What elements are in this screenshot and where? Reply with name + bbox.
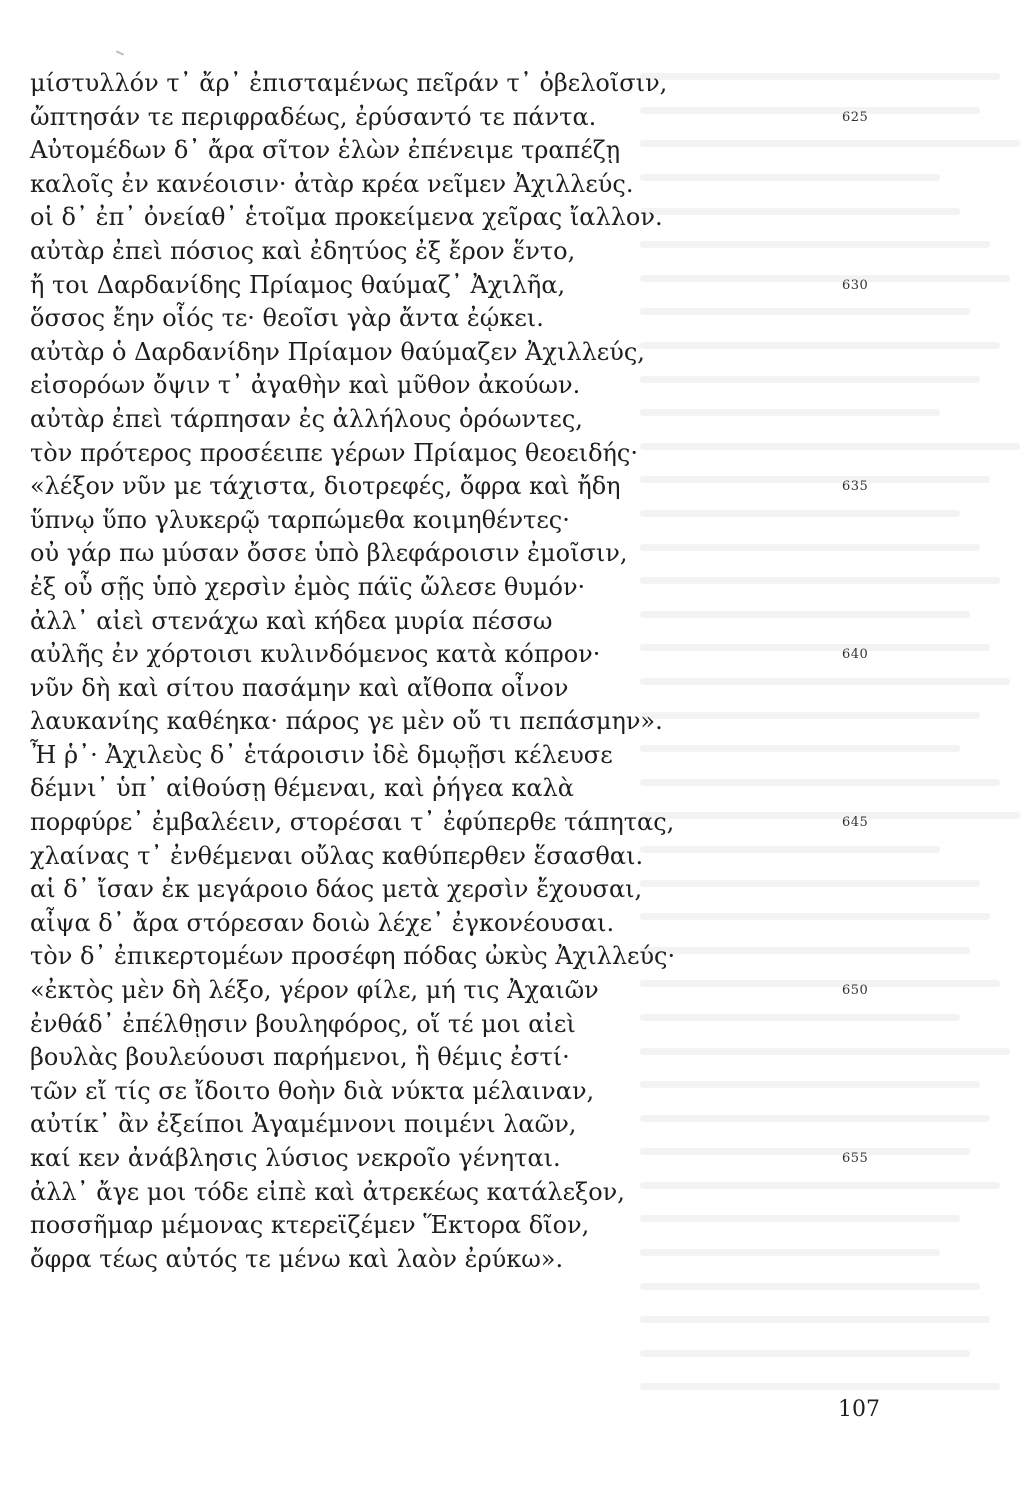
verse-line-text: αὐτὰρ ἐπεὶ πόσιος καὶ ἐδητύος ἐξ ἔρον ἕντο, xyxy=(30,236,576,265)
show-through-line xyxy=(640,1370,1028,1390)
verse-line-text: ἐνθάδ᾽ ἐπέλθῃσιν βουληφόρος, οἵ τέ μοι αἰεὶ xyxy=(30,1009,576,1038)
verse-line xyxy=(30,974,900,1008)
verse-line xyxy=(30,1008,900,1042)
ink-speck xyxy=(116,50,124,55)
show-through-line xyxy=(640,1337,1028,1371)
verse-line-text: δέμνι᾽ ὑπ᾽ αἰθούσῃ θέμεναι, καὶ ῥήγεα καλὰ xyxy=(30,774,574,803)
verse-line-text: ὕπνῳ ὕπο γλυκερῷ ταρπώμεθα κοιμηθέντες· xyxy=(30,505,570,534)
verse-line xyxy=(30,806,900,840)
line-number: 640 xyxy=(842,647,869,663)
verse-line xyxy=(30,302,900,336)
verse-line-text: βουλὰς βουλεύουσι παρήμενοι, ἣ θέμις ἐστί· xyxy=(30,1043,570,1072)
verse-line-text: πορφύρε᾽ ἐμβαλέειν, στορέσαι τ᾽ ἐφύπερθε τάπητας, xyxy=(30,808,675,837)
verse-line xyxy=(30,1142,900,1176)
verse-line xyxy=(30,739,900,773)
verse-line xyxy=(30,873,900,907)
line-number: 635 xyxy=(842,479,869,495)
page-number: 107 xyxy=(838,1397,880,1422)
verse-line-text: χλαίνας τ᾽ ἐνθέμεναι οὔλας καθύπερθεν ἕσασθαι. xyxy=(30,841,644,870)
verse-line xyxy=(30,772,900,806)
verse-line-text: οὐ γάρ πω μύσαν ὄσσε ὑπὸ βλεφάροισιν ἐμοῖσιν, xyxy=(30,539,628,568)
verse-line xyxy=(30,336,900,370)
verse-line xyxy=(30,705,900,739)
verse-line xyxy=(30,1176,900,1210)
verse-line-text: ὅσσος ἔην οἷός τε· θεοῖσι γὰρ ἄντα ἐῴκει. xyxy=(30,304,544,333)
verse-line-text: «λέξον νῦν με τάχιστα, διοτρεφές, ὄφρα καὶ ἤδη xyxy=(30,472,621,501)
line-number: 655 xyxy=(842,1151,869,1166)
line-number: 630 xyxy=(842,277,869,293)
verse-line xyxy=(30,605,900,639)
verse-line xyxy=(30,101,900,135)
verse-line xyxy=(30,470,900,504)
verse-line xyxy=(30,403,900,437)
verse-line-text: ἀλλ᾽ αἰεὶ στενάχω καὶ κήδεα μυρία πέσσω xyxy=(30,606,553,635)
verse-line xyxy=(30,1243,900,1277)
verse-line xyxy=(30,537,900,571)
verse-line-text: Ἦ ῥ᾽· Ἀχιλεὺς δ᾽ ἑτάροισιν ἰδὲ δμῳῇσι κέλευσε xyxy=(30,740,613,769)
verse-line xyxy=(30,638,900,672)
verse-line-text: λαυκανίης καθέηκα· πάρος γε μὲν οὔ τι πεπάσμην». xyxy=(30,707,663,736)
verse-line-text: μίστυλλόν τ᾽ ἄρ᾽ ἐπισταμένως πεῖράν τ᾽ ὀβελοῖσιν, xyxy=(30,69,668,97)
verse-line-text: τὸν πρότερος προσέειπε γέρων Πρίαμος θεοειδής· xyxy=(30,438,638,467)
line-number: 650 xyxy=(842,983,869,999)
verse-line xyxy=(30,437,900,471)
verse-line-text: καλοῖς ἐν κανέοισιν· ἀτὰρ κρέα νεῖμεν Ἀχιλλεύς. xyxy=(30,169,634,198)
verse-line xyxy=(30,168,900,202)
verse-line-text: ἤ τοι Δαρδανίδης Πρίαμος θαύμαζ᾽ Ἀχιλῆα, xyxy=(30,270,566,299)
verse-line-text: καί κεν ἀνάβλησις λύσιος νεκροῖο γένηται. xyxy=(30,1144,561,1172)
verse-line-text: ποσσῆμαρ μέμονας κτερεϊζέμεν Ἕκτορα δῖον, xyxy=(30,1211,590,1240)
verse-line xyxy=(30,571,900,605)
verse-line-text: αὐτὰρ ὁ Δαρδανίδην Πρίαμον θαύμαζεν Ἀχιλλεύς, xyxy=(30,337,645,366)
verse-line xyxy=(30,201,900,235)
verse-line xyxy=(30,940,900,974)
verse-line-text: ἀλλ᾽ ἄγε μοι τόδε εἰπὲ καὶ ἀτρεκέως κατάλεξον, xyxy=(30,1177,625,1206)
line-number: 625 xyxy=(842,109,869,125)
verse-line-text: τὸν δ᾽ ἐπικερτομέων προσέφη πόδας ὠκὺς Ἀχιλλεύς· xyxy=(30,942,676,971)
show-through-line xyxy=(640,1303,1028,1337)
verse-line-text: αὐτίκ᾽ ἂν ἐξείποι Ἀγαμέμνονι ποιμένι λαῶν, xyxy=(30,1110,577,1139)
verse-line xyxy=(30,134,900,168)
verse-line xyxy=(30,1041,900,1075)
line-number: 645 xyxy=(842,815,869,831)
verse-line xyxy=(30,1075,900,1109)
verse-line xyxy=(30,504,900,538)
verse-line-text: αὐλῆς ἐν χόρτοισι κυλινδόμενος κατὰ κόπρον· xyxy=(30,640,601,669)
verse-line xyxy=(30,67,900,101)
verse-line xyxy=(30,1108,900,1142)
verse-line xyxy=(30,672,900,706)
verse-line-text: ἐξ οὗ σῇς ὑπὸ χερσὶν ἐμὸς πάϊς ὤλεσε θυμόν· xyxy=(30,572,586,601)
verse-line xyxy=(30,369,900,403)
verse-block xyxy=(30,67,900,1276)
verse-line-text: νῦν δὴ καὶ σίτου πασάμην καὶ αἴθοπα οἶνον xyxy=(30,673,569,702)
verse-line-text: οἱ δ᾽ ἐπ᾽ ὀνείαθ᾽ ἑτοῖμα προκείμενα χεῖρας ἴαλλον. xyxy=(30,203,663,232)
verse-line-text: τῶν εἴ τίς σε ἴδοιτο θοὴν διὰ νύκτα μέλαιναν, xyxy=(30,1076,595,1105)
verse-line-text: «ἐκτὸς μὲν δὴ λέξο, γέρον φίλε, μή τις Ἀχαιῶν xyxy=(30,976,599,1005)
verse-line xyxy=(30,235,900,269)
verse-line-text: αὐτὰρ ἐπεὶ τάρπησαν ἐς ἀλλήλους ὁρόωντες, xyxy=(30,404,583,433)
verse-line xyxy=(30,840,900,874)
verse-line xyxy=(30,269,900,303)
verse-line-text: ὤπτησάν τε περιφραδέως, ἐρύσαντό τε πάντα. xyxy=(30,102,597,131)
verse-line-text: ὄφρα τέως αὐτός τε μένω καὶ λαὸν ἐρύκω». xyxy=(30,1244,564,1273)
verse-line xyxy=(30,907,900,941)
verse-line-text: εἰσορόων ὄψιν τ᾽ ἀγαθὴν καὶ μῦθον ἀκούων. xyxy=(30,371,581,400)
verse-line-text: αἶψα δ᾽ ἄρα στόρεσαν δοιὼ λέχε᾽ ἐγκονέουσαι. xyxy=(30,908,615,937)
verse-line-text: Αὐτομέδων δ᾽ ἄρα σῖτον ἑλὼν ἐπένειμε τραπέζῃ xyxy=(30,136,621,165)
verse-line-text: αἱ δ᾽ ἴσαν ἐκ μεγάροιο δάος μετὰ χερσὶν ἔχουσαι, xyxy=(30,875,643,904)
verse-line xyxy=(30,1209,900,1243)
